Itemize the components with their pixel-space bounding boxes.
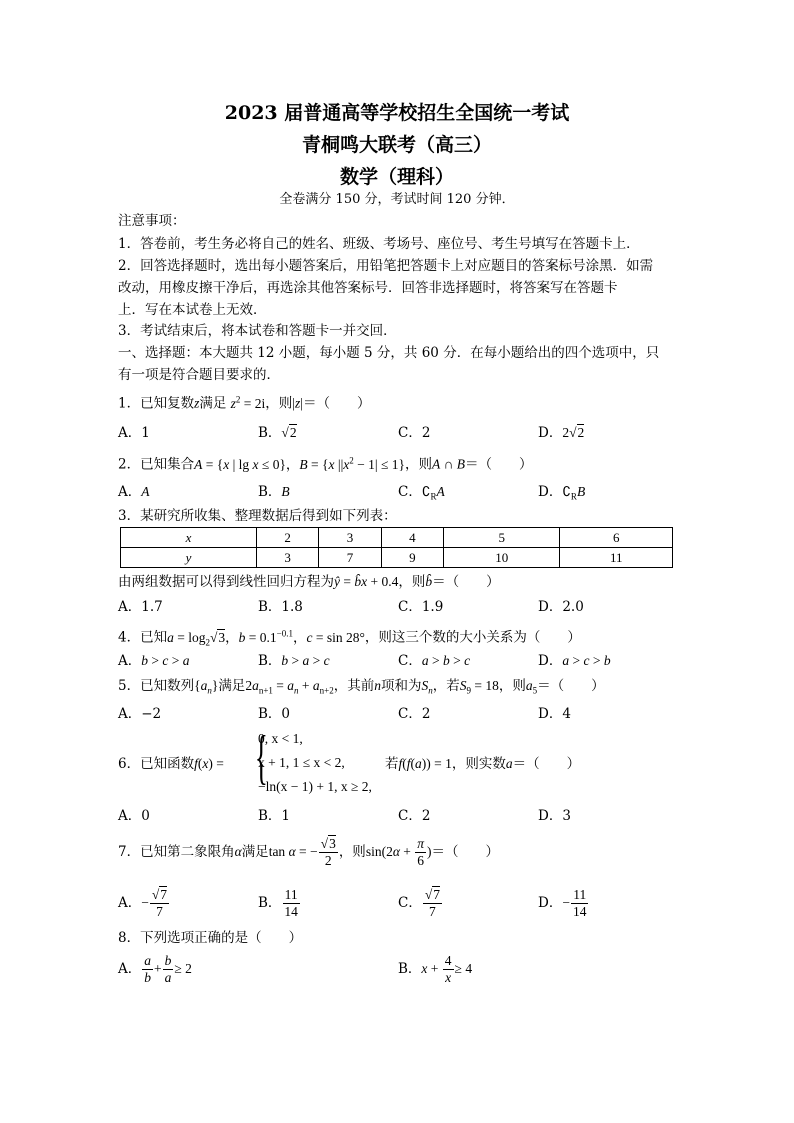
q4-option-c: C．a > b > c <box>398 653 471 669</box>
note-2a: 2．回答选择题时，选出每小题答案后，用铅笔把答题卡上对应题目的答案标号涂黑．如需 <box>118 258 654 274</box>
q7-option-b: B． $\frac{11}{14}$ <box>258 887 298 919</box>
subject-title: 数学（理科） <box>339 166 454 188</box>
table-cell: 3 <box>319 528 381 548</box>
table-cell: 11 <box>560 548 673 568</box>
exam-subtitle: 青桐鸣大联考（高三） <box>301 134 492 156</box>
question-6-stem: 6．已知函数f(x) = <box>118 756 224 772</box>
q6-option-d: D．3 <box>538 808 571 824</box>
q3-option-b: B．1.8 <box>258 599 303 615</box>
question-2: 2．已知集合A = {x | lg x ≤ 0}，B = {x $||x^2 - 1| \le 1$}，则A ∩ B＝（ ） <box>118 455 533 473</box>
exam-info: 全卷满分 150 分，考试时间 120 分钟． <box>279 192 515 207</box>
table-row: y 3 7 9 10 11 <box>121 548 673 568</box>
q6-option-a: A．0 <box>118 808 150 824</box>
q5-option-d: D．4 <box>538 706 571 722</box>
question-6-condition: 若f(f(a)) = 1，则实数a＝（ ） <box>385 756 581 772</box>
q4-option-b: B．b > a > c <box>258 653 330 669</box>
q4-option-a: A．b > c > a <box>118 653 190 669</box>
question-3-regression: 由两组数据可以得到线性回归方程为ŷ = b̂x + 0.4，则b̂＝（ ） <box>118 574 500 590</box>
table-cell: 9 <box>381 548 443 568</box>
note-2c: 上．写在本试卷上无效． <box>118 302 267 318</box>
q1-option-d: D．2√2 <box>538 425 585 441</box>
q1-option-b: B．√2 <box>258 425 297 441</box>
q6-option-b: B．1 <box>258 808 291 824</box>
table-cell: 6 <box>560 528 673 548</box>
q2-option-c: C．$∁_RA$ <box>398 484 445 502</box>
q8-option-b: B．x + $\frac{4}{x}$ ≥ 4 <box>398 953 473 985</box>
table-cell: 4 <box>381 528 443 548</box>
table-cell: 7 <box>319 548 381 568</box>
table-row: x 2 3 4 5 6 <box>121 528 673 548</box>
q2-option-d: D．$∁_RB$ <box>538 484 586 502</box>
q5-option-c: C．2 <box>398 706 431 722</box>
table-cell: 10 <box>444 548 560 568</box>
q4-option-d: D．a > c > b <box>538 653 611 669</box>
q6-option-c: C．2 <box>398 808 431 824</box>
exam-title: 2023 届普通高等学校招生全国统一考试 <box>224 102 570 124</box>
question-5: 5．已知数列$\{a_n\}$满足$2a_{n+1} = a_n + a_{n+2}$，其前n项和为$S_n$，若$S_9 = 18$，则$a_5=$（ ） <box>118 678 605 696</box>
question-1: 1．已知复数z满足 $z^2 = 2i$，则|z|＝（ ） <box>118 394 371 412</box>
question-4: 4．已知$a = \log_2√3$，$b = 0.1^{-0.1}$，c = sin 28°，则这三个数的大小关系为（ ） <box>118 628 581 648</box>
data-table <box>120 527 673 568</box>
piecewise-case-2: x + 1, 1 ≤ x < 2, <box>258 755 345 770</box>
q7-option-a: A．− $\frac{√7}{7}$ <box>118 887 168 919</box>
question-3: 3．某研究所收集、整理数据后得到如下列表： <box>118 508 397 524</box>
piecewise-brace: { <box>254 724 268 790</box>
q3-option-a: A．1.7 <box>118 599 163 615</box>
question-8: 8．下列选项正确的是（ ） <box>118 930 303 946</box>
notes-heading: 注意事项： <box>118 213 186 229</box>
table-cell: 3 <box>257 548 319 568</box>
section-intro-1: 一、选择题：本大题共 12 小题，每小题 5 分，共 60 分．在每小题给出的四个选项中，只 <box>118 345 660 361</box>
note-2b: 改动，用橡皮擦干净后，再选涂其他答案标号．回答非选择题时，将答案写在答题卡 <box>118 280 618 296</box>
section-intro-2: 有一项是符合题目要求的． <box>118 367 280 383</box>
q2-option-b: B．B <box>258 484 290 500</box>
q7-option-c: C． $\frac{√7}{7}$ <box>398 887 441 919</box>
note-3: 3．考试结束后，将本试卷和答题卡一并交回． <box>118 323 397 339</box>
table-cell: 5 <box>444 528 560 548</box>
question-7: 7．已知第二象限角α满足tan α = − $\frac{√3}{2}$ ，则sin(2α + $\frac{\pi}{6}$ )＝（ ） <box>118 836 500 868</box>
q1-option-a: A．1 <box>118 425 150 441</box>
q1-option-c: C．2 <box>398 425 431 441</box>
piecewise-case-1: 0, x < 1, <box>258 731 303 746</box>
q5-option-a: A．−2 <box>118 706 162 722</box>
note-1: 1．答卷前，考生务必将自己的姓名、班级、考场号、座位号、考生号填写在答题卡上． <box>118 236 640 252</box>
q5-option-b: B．0 <box>258 706 291 722</box>
table-cell: 2 <box>257 528 319 548</box>
q2-option-a: A．A <box>118 484 150 500</box>
q7-option-d: D．− $\frac{11}{14}$ <box>538 887 587 919</box>
piecewise-case-3: −ln(x − 1) + 1, x ≥ 2, <box>258 779 372 794</box>
q3-option-c: C．1.9 <box>398 599 444 615</box>
q3-option-d: D．2.0 <box>538 599 584 615</box>
q8-option-a: A． $\frac{a}{b}$ + $\frac{b}{a}$ ≥ 2 <box>118 953 192 985</box>
